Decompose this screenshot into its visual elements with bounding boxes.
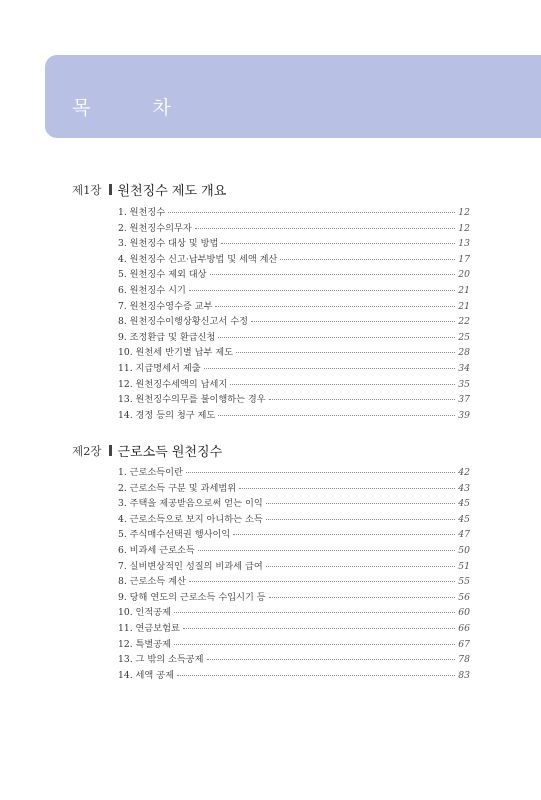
chapter-2-heading xyxy=(72,441,222,460)
dot-leader xyxy=(239,488,455,489)
chapter-divider-bar xyxy=(109,445,112,456)
toc-entry[interactable] xyxy=(118,589,470,605)
toc-entry[interactable] xyxy=(118,620,470,636)
toc-entry[interactable] xyxy=(118,651,470,667)
dot-leader xyxy=(204,368,456,369)
toc-entry[interactable] xyxy=(118,636,470,652)
toc-entry[interactable] xyxy=(118,464,470,480)
toc-entry[interactable] xyxy=(118,495,470,511)
toc-entry-page-number: 37 xyxy=(458,394,470,406)
toc-entry-label: 12. 원천징수세액의 납세지 xyxy=(118,378,228,390)
toc-entry-label: 5. 주식매수선택권 행사이익 xyxy=(118,529,231,541)
dot-leader xyxy=(210,274,456,275)
chapter-title: 원천징수 제도 개요 xyxy=(117,184,227,199)
toc-entry-page-number: 28 xyxy=(458,347,470,359)
toc-entry[interactable] xyxy=(118,604,470,620)
toc-entry[interactable] xyxy=(118,511,470,527)
toc-entry-page-number: 42 xyxy=(458,467,470,478)
dot-leader xyxy=(189,290,455,291)
toc-entry[interactable] xyxy=(118,329,470,345)
toc-entry[interactable] xyxy=(118,251,470,267)
toc-entry-label: 1. 근로소득이란 xyxy=(118,467,183,478)
toc-entry-page-number: 51 xyxy=(458,560,470,572)
toc-entry-page-number: 21 xyxy=(458,300,470,312)
toc-entry-label: 2. 원천징수의무자 xyxy=(118,222,192,234)
dot-leader xyxy=(280,259,455,260)
toc-entry-page-number: 20 xyxy=(458,269,470,281)
toc-entry-label: 3. 원천징수 대상 및 방법 xyxy=(118,238,219,250)
toc-entry[interactable] xyxy=(118,360,470,376)
toc-entry[interactable] xyxy=(118,667,470,683)
toc-entry-label: 2. 근로소득 구분 및 과세범위 xyxy=(118,482,237,494)
toc-entry-page-number: 43 xyxy=(458,482,470,494)
toc-entry-label: 7. 원천징수영수증 교부 xyxy=(118,300,213,312)
toc-entry-page-number: 25 xyxy=(458,331,470,343)
toc-entry-page-number: 22 xyxy=(458,316,470,328)
toc-entry-label: 11. 연금보험료 xyxy=(118,622,180,634)
toc-entry-page-number: 34 xyxy=(458,362,470,374)
dot-leader xyxy=(215,306,455,307)
chapter-title: 근로소득 원천징수 xyxy=(117,445,223,460)
dot-leader xyxy=(195,228,455,229)
toc-entry-page-number: 66 xyxy=(458,622,470,634)
page-title: 목 차 xyxy=(72,97,199,119)
toc-entry-page-number: 56 xyxy=(458,591,470,603)
toc-entry-label: 5. 원천징수 제외 대상 xyxy=(118,269,207,281)
toc-entry-label: 14. 세액 공제 xyxy=(118,669,174,681)
toc-entry-page-number: 50 xyxy=(458,544,470,556)
chapter-divider-bar xyxy=(109,184,112,195)
toc-entry[interactable] xyxy=(118,344,470,360)
dot-leader xyxy=(183,628,455,629)
toc-entry-label: 8. 근로소득 계산 xyxy=(118,576,186,588)
toc-entry-label: 4. 근로소득으로 보지 아니하는 소득 xyxy=(118,513,263,525)
toc-entry-label: 4. 원천징수 신고·납부방법 및 세액 계산 xyxy=(118,253,278,265)
toc-entry-page-number: 17 xyxy=(458,253,470,265)
toc-entry-label: 7. 실비변상적인 성질의 비과세 급여 xyxy=(118,560,263,572)
toc-entry-label: 3. 주택을 제공받음으로써 얻는 이익 xyxy=(118,498,263,510)
toc-entry[interactable] xyxy=(118,220,470,236)
toc-entry-page-number: 78 xyxy=(458,654,470,666)
toc-entry-label: 13. 원천징수의무를 불이행하는 경우 xyxy=(118,394,266,406)
dot-leader xyxy=(177,675,455,676)
toc-entry-page-number: 12 xyxy=(458,222,470,234)
chapter-1-toc xyxy=(118,204,470,422)
toc-entry-label: 6. 비과세 근로소득 xyxy=(118,544,195,556)
dot-leader xyxy=(221,243,455,244)
dot-leader xyxy=(230,384,455,385)
dot-leader xyxy=(266,566,456,567)
toc-entry-page-number: 13 xyxy=(458,238,470,250)
toc-entry[interactable] xyxy=(118,407,470,423)
toc-entry[interactable] xyxy=(118,542,470,558)
toc-entry[interactable] xyxy=(118,480,470,496)
toc-entry-label: 11. 지급명세서 제출 xyxy=(118,362,201,374)
dot-leader xyxy=(218,415,455,416)
toc-entry[interactable] xyxy=(118,376,470,392)
toc-entry[interactable] xyxy=(118,391,470,407)
toc-entry-label: 8. 원천징수이행상황신고서 수정 xyxy=(118,316,248,328)
toc-entry-page-number: 45 xyxy=(458,498,470,510)
toc-entry-page-number: 21 xyxy=(458,284,470,296)
toc-entry-label: 12. 특별공제 xyxy=(118,638,172,650)
chapter-number: 제2장 xyxy=(72,443,102,458)
chapter-2-toc xyxy=(118,464,470,682)
dot-leader xyxy=(269,597,456,598)
toc-entry-page-number: 39 xyxy=(458,409,470,421)
dot-leader xyxy=(174,644,455,645)
toc-entry-label: 6. 원천징수 시기 xyxy=(118,284,186,296)
toc-entry-label: 9. 조정환급 및 환급신청 xyxy=(118,331,216,343)
dot-leader xyxy=(218,337,455,338)
toc-entry[interactable] xyxy=(118,526,470,542)
dot-leader xyxy=(198,550,456,551)
toc-entry[interactable] xyxy=(118,573,470,589)
dot-leader xyxy=(251,321,455,322)
chapter-number: 제1장 xyxy=(72,182,102,197)
dot-leader xyxy=(266,519,456,520)
dot-leader xyxy=(186,472,455,473)
toc-entry[interactable] xyxy=(118,204,470,220)
toc-entry-page-number: 83 xyxy=(458,669,470,681)
dot-leader xyxy=(168,212,455,213)
toc-entry[interactable] xyxy=(118,313,470,329)
toc-entry-label: 9. 당해 연도의 근로소득 수입시기 등 xyxy=(118,591,266,603)
toc-entry-page-number: 12 xyxy=(458,207,470,218)
toc-entry-label: 14. 경정 등의 청구 제도 xyxy=(118,409,216,421)
toc-entry[interactable] xyxy=(118,282,470,298)
dot-leader xyxy=(269,399,456,400)
toc-entry[interactable] xyxy=(118,235,470,251)
toc-entry-page-number: 47 xyxy=(458,529,470,541)
dot-leader xyxy=(233,534,455,535)
dot-leader xyxy=(266,503,456,504)
toc-entry-label: 1. 원천징수 xyxy=(118,207,166,218)
toc-entry-label: 13. 그 밖의 소득공제 xyxy=(118,654,204,666)
toc-entry[interactable] xyxy=(118,266,470,282)
toc-entry-page-number: 55 xyxy=(458,576,470,588)
toc-entry-page-number: 35 xyxy=(458,378,470,390)
toc-entry[interactable] xyxy=(118,558,470,574)
toc-entry-label: 10. 인적공제 xyxy=(118,607,172,619)
toc-entry-page-number: 67 xyxy=(458,638,470,650)
dot-leader xyxy=(174,612,455,613)
toc-entry-page-number: 45 xyxy=(458,513,470,525)
dot-leader xyxy=(207,659,456,660)
toc-entry[interactable] xyxy=(118,298,470,314)
toc-entry-label: 10. 원천세 반기별 납부 제도 xyxy=(118,347,234,359)
dot-leader xyxy=(236,352,455,353)
dot-leader xyxy=(189,581,455,582)
toc-entry-page-number: 60 xyxy=(458,607,470,619)
chapter-1-heading xyxy=(72,180,226,199)
